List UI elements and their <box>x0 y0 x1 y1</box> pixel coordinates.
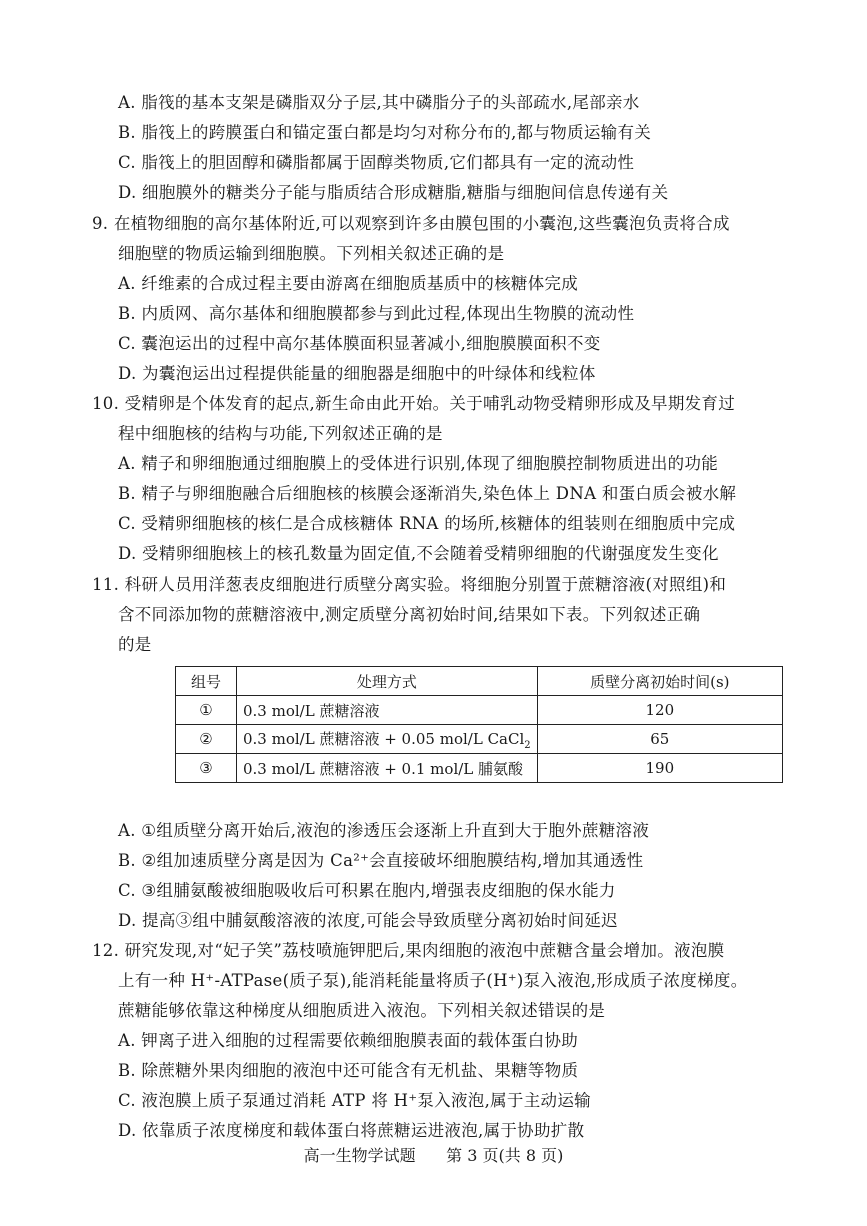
q11-results-table <box>175 666 783 783</box>
q11-stem-line-1: 11. 科研人员用洋葱表皮细胞进行质壁分离实验。将细胞分别置于蔗糖溶液(对照组)和 <box>92 575 727 594</box>
cell-treatment: 0.3 mol/L 蔗糖溶液 + 0.1 mol/L 脯氨酸 <box>237 754 538 783</box>
q10-option-c: C. 受精卵细胞核的核仁是合成核糖体 RNA 的场所,核糖体的组装则在细胞质中完成 <box>118 514 736 533</box>
table-header-row <box>176 667 783 696</box>
q11-stem-line-2: 含不同添加物的蔗糖溶液中,测定质壁分离初始时间,结果如下表。下列叙述正确 <box>118 605 701 624</box>
header-treatment: 处理方式 <box>237 667 538 696</box>
cell-treatment <box>237 725 538 754</box>
q12-option-c: C. 液泡膜上质子泵通过消耗 ATP 将 H⁺泵入液泡,属于主动运输 <box>118 1091 591 1110</box>
q11-option-c: C. ③组脯氨酸被细胞吸收后可积累在胞内,增强表皮细胞的保水能力 <box>118 881 616 900</box>
cell-group: ① <box>176 696 237 725</box>
page-footer <box>0 1143 867 1166</box>
q10-option-a: A. 精子和卵细胞通过细胞膜上的受体进行识别,体现了细胞膜控制物质进出的功能 <box>118 454 719 473</box>
cell-group: ② <box>176 725 237 754</box>
q11-stem-line-3: 的是 <box>118 635 152 654</box>
q8-option-a: A. 脂筏的基本支架是磷脂双分子层,其中磷脂分子的头部疏水,尾部亲水 <box>118 93 640 112</box>
treatment-text: 0.3 mol/L 蔗糖溶液 + 0.05 mol/L CaCl <box>243 729 525 748</box>
q9-option-a: A. 纤维素的合成过程主要由游离在细胞质基质中的核糖体完成 <box>118 274 579 293</box>
q9-option-b: B. 内质网、高尔基体和细胞膜都参与到此过程,体现出生物膜的流动性 <box>118 304 635 323</box>
q8-option-c: C. 脂筏上的胆固醇和磷脂都属于固醇类物质,它们都具有一定的流动性 <box>118 153 635 172</box>
subscript: 2 <box>524 739 531 751</box>
table-row <box>176 725 783 754</box>
q9-option-c: C. 囊泡运出的过程中高尔基体膜面积显著减小,细胞膜膜面积不变 <box>118 334 601 353</box>
q9-option-d: D. 为囊泡运出过程提供能量的细胞器是细胞中的叶绿体和线粒体 <box>118 364 596 383</box>
footer-page-number: 第 3 页(共 8 页) <box>446 1146 564 1165</box>
footer-subject: 高一生物学试题 <box>303 1146 416 1165</box>
q8-option-d: D. 细胞膜外的糖类分子能与脂质结合形成糖脂,糖脂与细胞间信息传递有关 <box>118 183 669 202</box>
q9-stem-line-2: 细胞壁的物质运输到细胞膜。下列相关叙述正确的是 <box>118 244 505 263</box>
q10-stem-line-1: 10. 受精卵是个体发育的起点,新生命由此开始。关于哺乳动物受精卵形成及早期发育过 <box>92 394 736 413</box>
q12-option-b: B. 除蔗糖外果肉细胞的液泡中还可能含有无机盐、果糖等物质 <box>118 1061 579 1080</box>
header-group: 组号 <box>176 667 237 696</box>
q12-stem-line-3: 蔗糖能够依靠这种梯度从细胞质进入液泡。下列相关叙述错误的是 <box>118 1001 606 1020</box>
q11-option-d: D. 提高③组中脯氨酸溶液的浓度,可能会导致质壁分离初始时间延迟 <box>118 911 618 930</box>
cell-time: 65 <box>537 725 782 754</box>
q10-option-d: D. 受精卵细胞核上的核孔数量为固定值,不会随着受精卵细胞的代谢强度发生变化 <box>118 544 719 563</box>
cell-group: ③ <box>176 754 237 783</box>
q11-option-a: A. ①组质壁分离开始后,液泡的渗透压会逐渐上升直到大于胞外蔗糖溶液 <box>118 821 650 840</box>
q11-option-b: B. ②组加速质壁分离是因为 Ca²⁺会直接破坏细胞膜结构,增加其通透性 <box>118 851 644 870</box>
q8-option-b: B. 脂筏上的跨膜蛋白和锚定蛋白都是均匀对称分布的,都与物质运输有关 <box>118 123 652 142</box>
q9-stem-line-1: 9. 在植物细胞的高尔基体附近,可以观察到许多由膜包围的小囊泡,这些囊泡负责将合成 <box>92 214 730 233</box>
table-row <box>176 754 783 783</box>
q10-option-b: B. 精子与卵细胞融合后细胞核的核膜会逐渐消失,染色体上 DNA 和蛋白质会被水解 <box>118 484 737 503</box>
table-row <box>176 696 783 725</box>
cell-time: 190 <box>537 754 782 783</box>
q12-option-d: D. 依靠质子浓度梯度和载体蛋白将蔗糖运进液泡,属于协助扩散 <box>118 1121 585 1140</box>
q10-stem-line-2: 程中细胞核的结构与功能,下列叙述正确的是 <box>118 424 443 443</box>
q12-stem-line-2: 上有一种 H⁺-ATPase(质子泵),能消耗能量将质子(H⁺)泵入液泡,形成质子浓度梯度。 <box>118 971 748 990</box>
header-time: 质壁分离初始时间(s) <box>537 667 782 696</box>
cell-time: 120 <box>537 696 782 725</box>
q12-option-a: A. 钾离子进入细胞的过程需要依赖细胞膜表面的载体蛋白协助 <box>118 1031 579 1050</box>
q12-stem-line-1: 12. 研究发现,对“妃子笑”荔枝喷施钾肥后,果肉细胞的液泡中蔗糖含量会增加。液泡膜 <box>92 941 725 960</box>
cell-treatment: 0.3 mol/L 蔗糖溶液 <box>237 696 538 725</box>
